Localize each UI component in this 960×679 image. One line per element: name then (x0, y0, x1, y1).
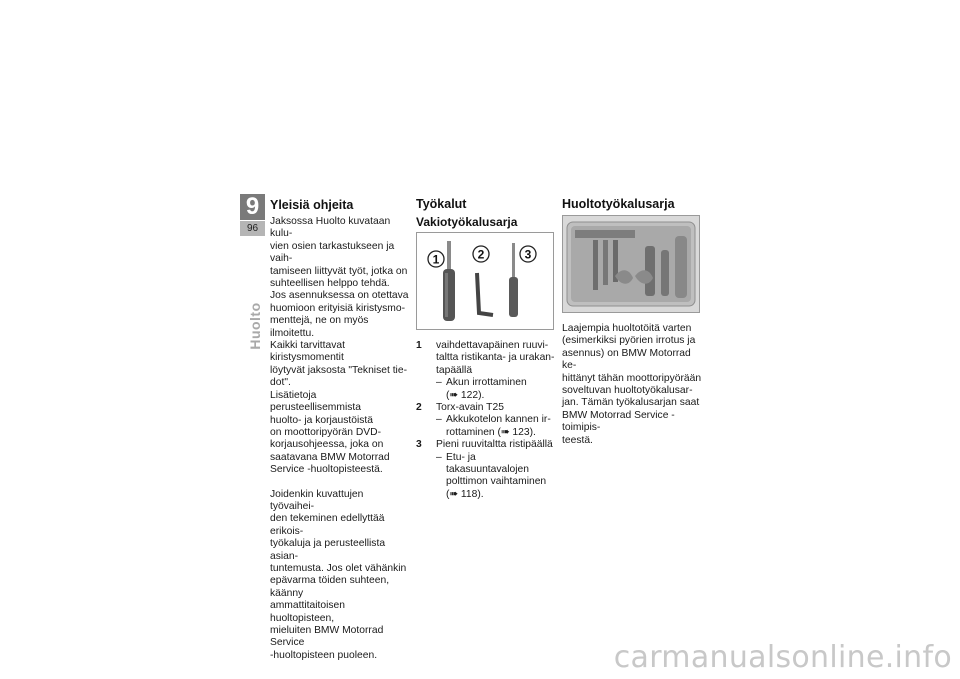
tool-item-usage-line: rottaminen (➠ 123). (446, 426, 536, 438)
general-paragraph-1-line: tamiseen liittyvät työt, jotka on (270, 265, 408, 277)
callout-2: 2 (477, 247, 485, 262)
tool-item-description (436, 340, 556, 377)
tool-item-usage: – Akun irrottaminen (➠ 122). (436, 377, 527, 401)
screwdriver-1-shaft-icon (447, 241, 451, 271)
service-kit-column (562, 197, 704, 447)
tool-item-description (436, 402, 556, 414)
service-kit-illustration (563, 216, 699, 312)
general-paragraph-1-line: menttejä, ne on myös ilmoitettu. (270, 315, 369, 339)
general-paragraph-2-line: den tekeminen edellyttää erikois- (270, 513, 385, 537)
general-paragraph-2-line: -huoltopisteen puoleen. (270, 649, 378, 661)
service-kit-line: soveltuvan huoltotyökalusar- (562, 385, 693, 397)
tools-heading: Työkalut (416, 197, 467, 211)
tool-item-line: taltta ristikanta- ja urakan- (436, 352, 555, 364)
screwdriver-3-handle-icon (509, 277, 518, 317)
general-paragraph-1-line: on moottoripyörän DVD- (270, 426, 382, 438)
callout-1: 1 (432, 252, 440, 267)
tool-list (416, 340, 556, 501)
service-kit-line: BMW Motorrad Service -toimipis- (562, 409, 675, 434)
general-paragraph-1-line: Jos asennuksessa on otettava (270, 290, 409, 302)
tool-item-2 (416, 402, 556, 439)
general-instructions-column (270, 198, 410, 662)
general-paragraph-2-line: ammattitaitoisen huoltopisteen, (270, 600, 345, 624)
general-paragraph-1 (270, 216, 410, 477)
service-kit-line: (esimerkiksi pyörien irrotus ja (562, 335, 696, 347)
service-kit-line: jan. Tämän työkalusarjan saat (562, 397, 700, 409)
standard-toolkit-heading: Vakiotyökalusarja (416, 215, 518, 229)
screwdriver-1-handle-icon (443, 269, 455, 321)
general-paragraph-2 (270, 489, 410, 663)
general-paragraph-1-line: huolto- ja korjaustöistä (270, 414, 374, 426)
wrench-icon (575, 230, 635, 238)
general-paragraph-1-line: Lisätietoja perusteellisemmista (270, 389, 361, 414)
tool-item-usage-line: polttimon vaihtaminen (446, 476, 547, 488)
service-kit-figure (562, 215, 700, 313)
tool-item-line: tapäällä (436, 364, 473, 376)
general-instructions-heading: Yleisiä ohjeita (270, 198, 354, 212)
tool-item-number: 2 (416, 402, 422, 414)
service-kit-line: teestä. (562, 434, 593, 446)
general-paragraph-2-line: epävarma töiden suhteen, käänny (270, 575, 390, 599)
toolkit-illustration (417, 233, 553, 329)
tool-bar-icon (593, 240, 598, 290)
chapter-number-badge: 9 (240, 194, 265, 220)
general-paragraph-1-line: korjausohjeessa, joka on (270, 439, 384, 451)
tool-item-usage-line: Akkukotelon kannen ir- (446, 414, 551, 426)
section-side-label: Huolto (247, 302, 263, 350)
general-paragraph-1-line: vien osien tarkastukseen ja vaih- (270, 240, 395, 265)
tool-item-usage: – Etu- ja takasuuntavalojen polttimon vaihtaminen (➠ 118). (436, 451, 547, 500)
tool-item-usage-line: Etu- ja takasuuntavalojen (446, 451, 530, 476)
tool-item-usage: – Akkukotelon kannen ir- rottaminen (➠ 123). (436, 414, 551, 438)
tool-item-usage-line: (➠ 118). (446, 488, 484, 500)
torx-key-icon (477, 273, 493, 315)
general-paragraph-1-line: dot". (270, 377, 291, 389)
screwdriver-3-shaft-icon (512, 243, 515, 278)
general-paragraph-2-line: tuntemusta. Jos olet vähänkin (270, 562, 407, 574)
service-kit-line: Laajempia huoltotöitä varten (562, 323, 692, 334)
tool-item-number: 1 (416, 340, 422, 351)
tools-column (416, 197, 556, 501)
tool-item-line: Torx-avain T25 (436, 402, 504, 414)
tool-item-usage-line: Akun irrottaminen (446, 377, 527, 389)
tool-item-3 (416, 439, 556, 501)
general-paragraph-1-line: suhteellisen helppo tehdä. (270, 278, 390, 290)
service-kit-heading: Huoltotyökalusarja (562, 197, 675, 211)
general-paragraph-2-line: Joidenkin kuvattujen työvaihei- (270, 488, 364, 512)
tool-item-1 (416, 340, 556, 402)
tool-item-number: 3 (416, 439, 422, 451)
service-kit-line: asennus) on BMW Motorrad ke- (562, 347, 691, 372)
general-paragraph-1-line: huomioon erityisiä kiristysmo- (270, 302, 406, 314)
standard-toolkit-figure (416, 232, 554, 330)
general-paragraph-2-line: mieluiten BMW Motorrad Service (270, 625, 384, 649)
page-number: 96 (240, 221, 265, 236)
watermark: carmanualsonline.info (613, 640, 952, 675)
tool-item-usage-line: (➠ 122). (446, 389, 485, 401)
general-paragraph-1-line: Service -huoltopisteestä. (270, 464, 383, 476)
tool-item-line: vaihdettavapäinen ruuvi- (436, 340, 549, 351)
tool-item-description (436, 439, 556, 451)
general-paragraph-1-line: Kaikki tarvittavat kiristysmomentit (270, 340, 345, 364)
tool-item-line: Pieni ruuvitaltta ristipäällä (436, 439, 553, 451)
general-paragraph-1-line: saatavana BMW Motorrad (270, 451, 390, 463)
general-paragraph-2-line: työkaluja ja perusteellista asian- (270, 538, 386, 562)
service-kit-line: hittänyt tähän moottoripyörään (562, 372, 702, 384)
general-paragraph-1-line: Jaksossa Huolto kuvataan kulu- (270, 216, 391, 240)
service-kit-text (562, 323, 704, 447)
general-paragraph-1-line: löytyvät jaksosta "Tekniset tie- (270, 364, 407, 376)
callout-3: 3 (524, 247, 532, 262)
